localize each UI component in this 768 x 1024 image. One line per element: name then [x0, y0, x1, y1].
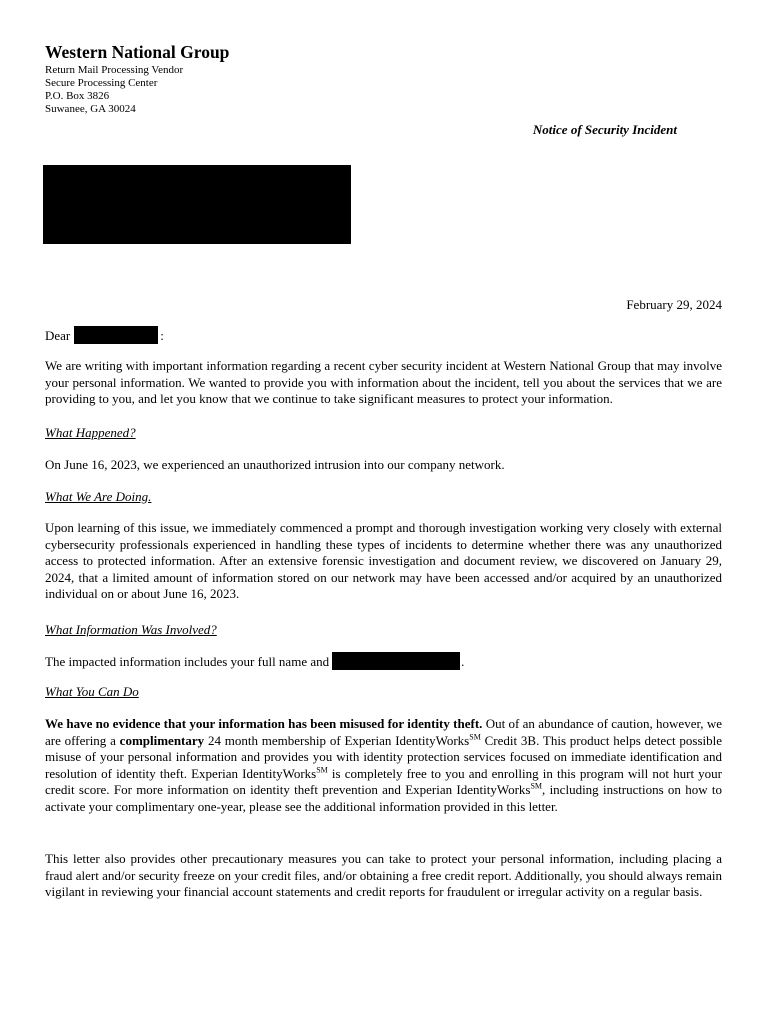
involved-suffix: .	[461, 654, 465, 669]
address-line: P.O. Box 3826	[45, 90, 110, 102]
salutation	[45, 326, 164, 344]
salutation-prefix: Dear	[45, 328, 71, 343]
heading-information-involved: What Information Was Involved?	[45, 622, 217, 637]
heading-what-we-are-doing: What We Are Doing.	[45, 489, 152, 504]
address-line: Return Mail Processing Vendor	[45, 64, 184, 76]
redacted-name	[74, 326, 158, 344]
redacted-data-elements	[332, 652, 460, 670]
p1-text: Out of an abundance of caution, however, we are offering a	[45, 716, 722, 748]
service-mark: SM	[316, 765, 328, 775]
company-name: Western National Group	[45, 42, 230, 62]
p1-text: Credit 3B. This product helps detect possible misuse of your personal information and provides you with identity protection services focused on immediate identification and resolution of identity theft. Experian IdentityWorks	[45, 732, 722, 781]
what-you-can-do-paragraph-1	[45, 716, 722, 815]
what-we-are-doing-body: Upon learning of this issue, we immediately commenced a prompt and thorough investigation working very closely with external cybersecurity professionals experienced in handling these types of incidents to determine whether there was any unauthorized access to protected information. After an extensive forensic investigation and document review, we discovered on January 29, 2024, that a limited amount of information stored on our network may have been accessed and/or acquired by an unauthorized individual on or about June 16, 2023.	[45, 520, 722, 601]
salutation-suffix: :	[160, 328, 164, 343]
information-involved-body	[45, 652, 722, 671]
service-mark: SM	[530, 781, 543, 791]
heading-what-happened: What Happened?	[45, 425, 136, 440]
notice-title: Notice of Security Incident	[532, 122, 677, 137]
complimentary-text: complimentary	[119, 732, 205, 748]
p1-text: is completely free to you and enrolling in this program will not hurt your credit score. For more information on identity theft prevention and Experian IdentityWorks	[45, 765, 723, 797]
intro-paragraph: We are writing with important information regarding a recent cyber security incident at Western National Group that may involve your personal information. We wanted to provide you with information about the incident, tell you about the services that we are providing to you, and let you know that we continue to take significant measures to protect your information.	[45, 358, 722, 406]
what-happened-body: On June 16, 2023, we experienced an unauthorized intrusion into our company network.	[45, 457, 505, 472]
letter-date: February 29, 2024	[626, 297, 722, 312]
heading-what-you-can-do: What You Can Do	[45, 684, 139, 699]
address-line: Secure Processing Center	[45, 77, 158, 89]
redacted-recipient-block	[43, 165, 351, 244]
service-mark: SM	[469, 732, 481, 742]
no-evidence-statement: We have no evidence that your information has been misused for identity theft.	[45, 716, 483, 731]
address-line: Suwanee, GA 30024	[45, 103, 136, 115]
what-you-can-do-paragraph-2: This letter also provides other precautionary measures you can take to protect your personal information, including placing a fraud alert and/or security freeze on your credit files, and/or obtaining a free credit report. Additionally, you should always remain vigilant in reviewing your financial account statements and credit reports for fraudulent or irregular activity on a regular basis.	[45, 851, 722, 899]
p1-text: , including instructions on how to activate your complimentary one-year, please see the additional information provided in this letter.	[45, 782, 722, 814]
involved-text: The impacted information includes your full name and	[45, 654, 330, 669]
p1-text: 24 month membership of Experian IdentityWorks	[204, 732, 470, 748]
